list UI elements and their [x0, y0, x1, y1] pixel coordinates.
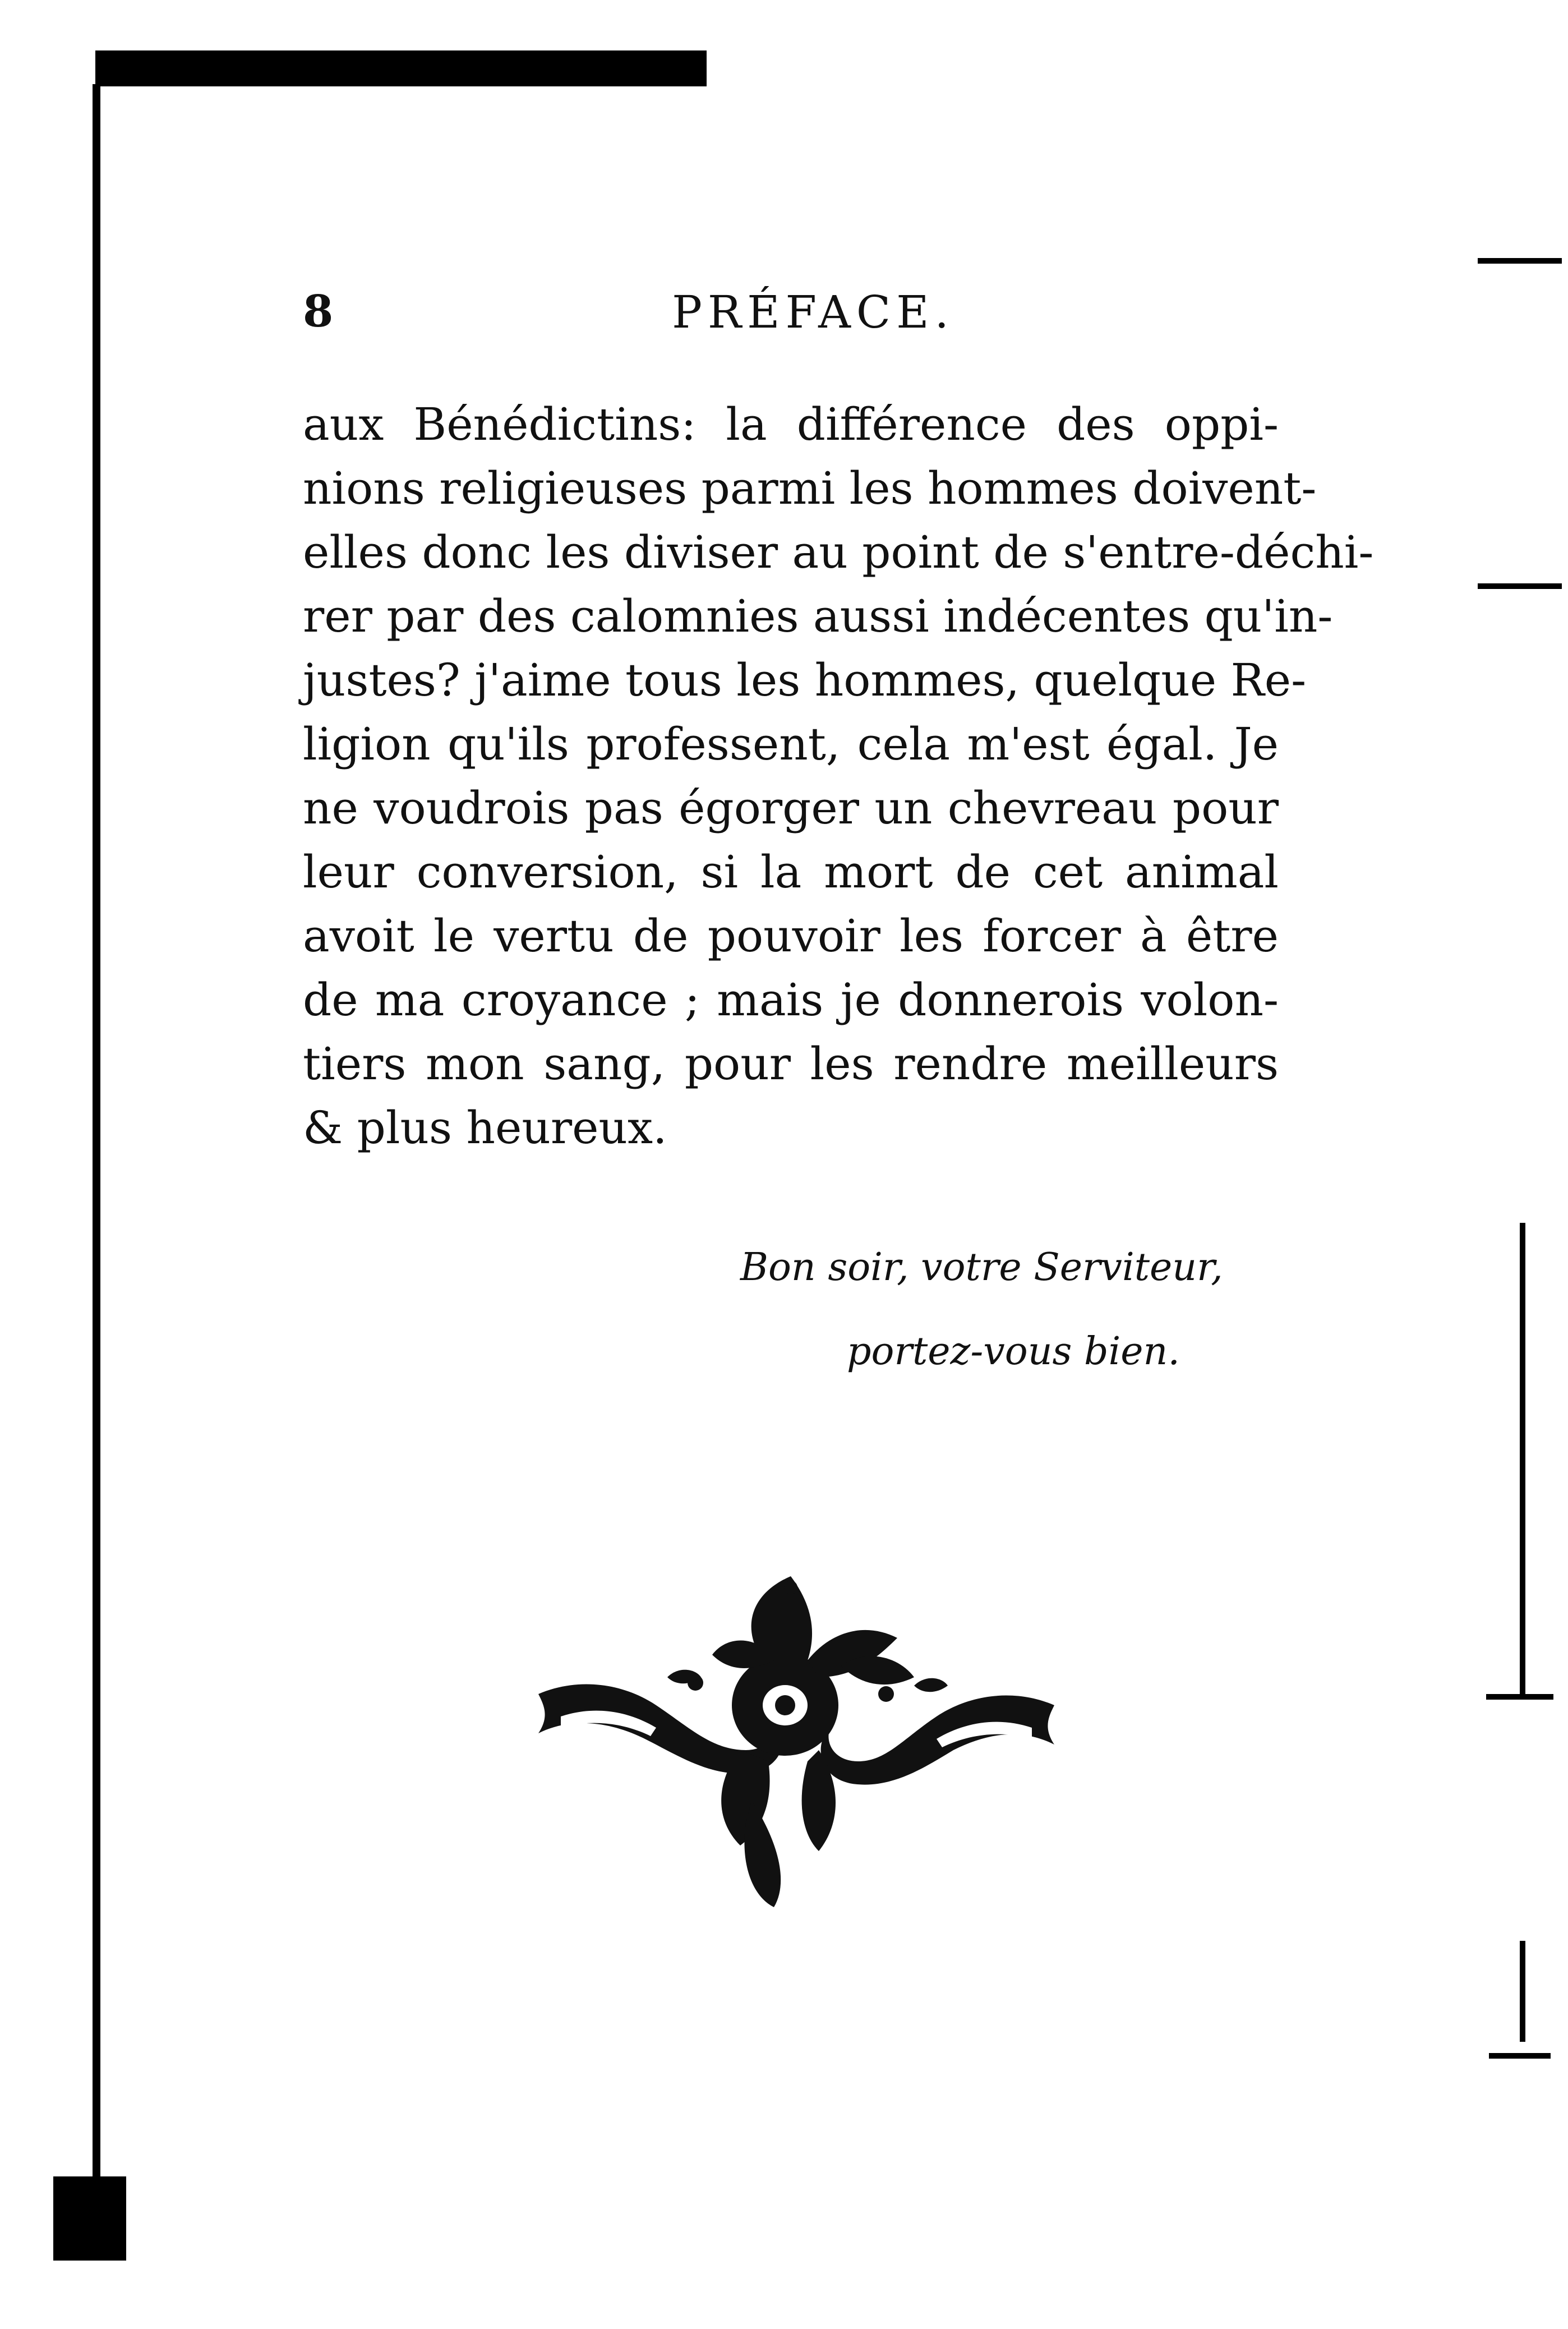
page-title: PRÉFACE. [672, 286, 954, 338]
scan-margin-rule [1520, 1223, 1525, 1694]
running-head [303, 286, 1323, 348]
scan-margin-tick [1489, 2053, 1551, 2059]
scan-margin-tick [1478, 583, 1562, 589]
text-line: elles donc les diviser au point de s'entre-déchi- [303, 526, 1374, 578]
text-line: rer par des calomnies aussi indécentes qu'in- [303, 590, 1333, 642]
scan-edge-blot [53, 2176, 126, 2261]
scan-margin-rule [1520, 1941, 1525, 2042]
text-line: & plus heureux. [303, 1102, 667, 1154]
scan-margin-tick [1486, 1694, 1553, 1700]
text-line: ligion qu'ils professent, cela m'est égal. Je [303, 718, 1279, 770]
closing-line-2: portez-vous bien. [847, 1329, 1180, 1374]
scan-margin-tick [1478, 258, 1562, 264]
floral-fleuron-ornament-icon [527, 1565, 1066, 1913]
closing-line-1: Bon soir, votre Serviteur, [740, 1245, 1223, 1290]
page-number: 8 [303, 286, 334, 337]
text-line: aux Bénédictins: la différence des oppi- [303, 398, 1279, 450]
text-line: tiers mon sang, pour les rendre meilleurs [303, 1038, 1279, 1090]
text-line: nions religieuses parmi les hommes doivent- [303, 462, 1317, 514]
text-line: leur conversion, si la mort de cet animal [303, 846, 1279, 898]
text-line: avoit le vertu de pouvoir les forcer à être [303, 910, 1279, 962]
text-line: ne voudrois pas égorger un chevreau pour [303, 782, 1279, 834]
scan-edge-shadow-top [95, 50, 707, 86]
body-paragraph [303, 393, 1374, 1160]
scan-edge-shadow-left [93, 84, 100, 2227]
text-line: de ma croyance ; mais je donnerois volon- [303, 974, 1279, 1026]
text-line: justes? j'aime tous les hommes, quelque Re- [303, 654, 1307, 706]
